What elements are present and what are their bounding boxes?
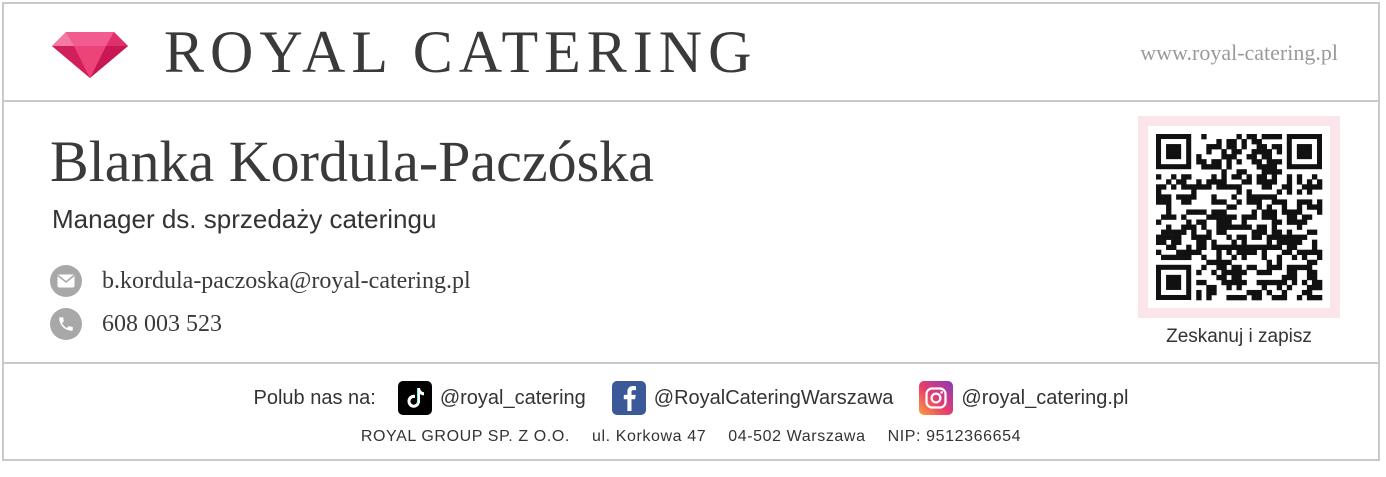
company-street: ul. Korkowa 47 <box>591 428 707 445</box>
tiktok-icon <box>398 381 432 415</box>
qr-caption: Zeskanuj i zapisz <box>1166 326 1312 347</box>
company-nip: NIP: 9512366654 <box>887 428 1022 445</box>
business-card <box>2 2 1380 461</box>
social-tiktok[interactable] <box>398 381 586 415</box>
facebook-handle[interactable]: @RoyalCateringWarszawa <box>653 386 894 409</box>
phone-number[interactable]: 608 003 523 <box>102 310 222 337</box>
qr-code[interactable] <box>1138 116 1340 318</box>
company-info <box>4 428 1378 446</box>
brand-name: ROYAL CATERING <box>164 19 758 85</box>
instagram-handle[interactable]: @royal_catering.pl <box>961 386 1129 409</box>
website-link[interactable]: www.royal-catering.pl <box>1140 40 1338 65</box>
facebook-icon <box>612 381 646 415</box>
envelope-icon <box>50 265 82 297</box>
header <box>4 4 1378 102</box>
diamond-logo-icon <box>52 30 128 78</box>
social-links <box>4 380 1378 416</box>
contact-section <box>4 102 1378 364</box>
phone-icon <box>50 308 82 340</box>
social-facebook[interactable] <box>612 381 894 415</box>
company-city: 04-502 Warszawa <box>728 428 866 445</box>
email-address[interactable]: b.kordula-paczoska@royal-catering.pl <box>102 267 471 294</box>
footer <box>4 364 1378 459</box>
email-row[interactable] <box>50 265 471 297</box>
social-instagram[interactable] <box>919 381 1128 415</box>
qr-code-pattern <box>1148 126 1330 308</box>
social-lead: Polub nas na: <box>253 386 376 409</box>
company-name: ROYAL GROUP SP. Z O.O. <box>360 428 570 445</box>
instagram-icon <box>919 381 953 415</box>
person-name: Blanka Kordula-Paczóska <box>50 129 654 194</box>
phone-row[interactable] <box>50 308 222 340</box>
person-role: Manager ds. sprzedaży cateringu <box>52 204 437 234</box>
tiktok-handle[interactable]: @royal_catering <box>439 386 586 409</box>
